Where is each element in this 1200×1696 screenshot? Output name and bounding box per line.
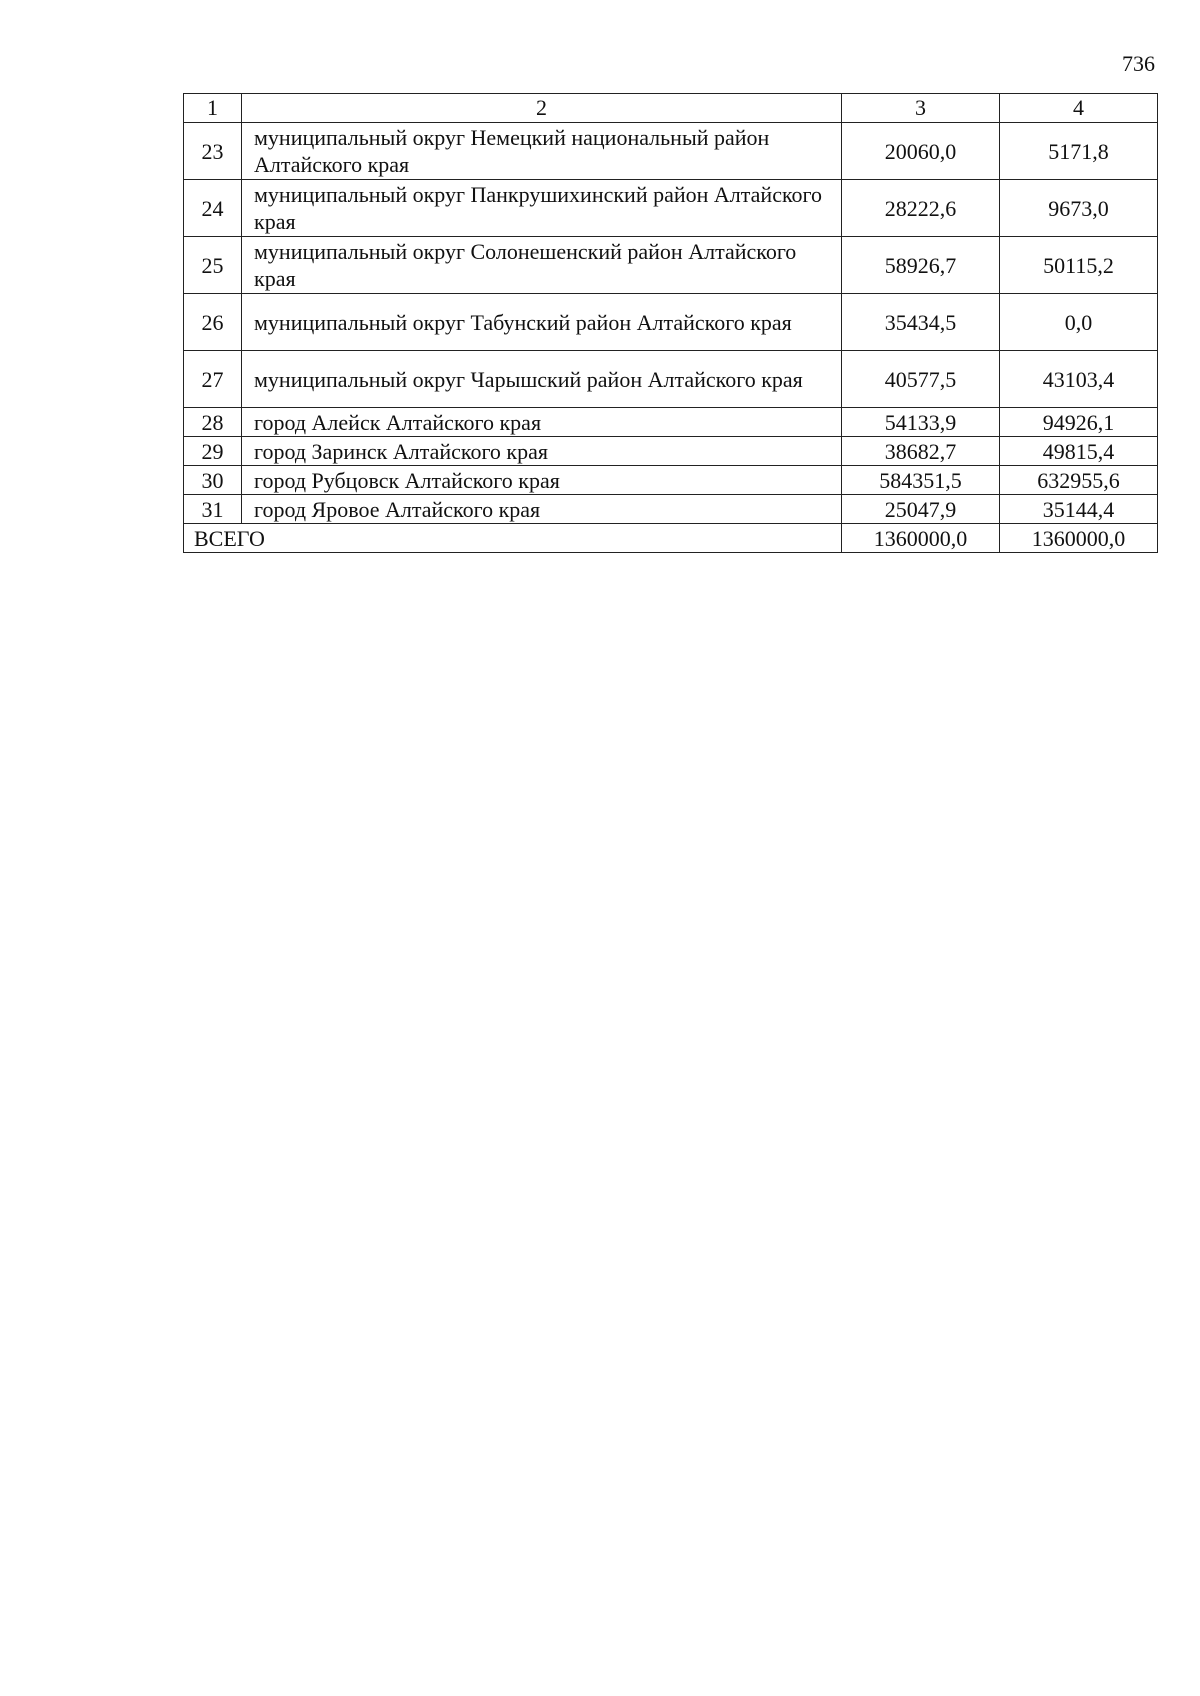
total-row — [184, 524, 1158, 553]
table-row — [184, 466, 1158, 495]
value-col3: 38682,7 — [842, 437, 1000, 466]
municipality-name: муниципальный округ Солонешенский район Алтайского края — [242, 237, 842, 294]
value-col4: 49815,4 — [1000, 437, 1158, 466]
value-col4: 43103,4 — [1000, 351, 1158, 408]
value-col4: 94926,1 — [1000, 408, 1158, 437]
row-number: 29 — [184, 437, 242, 466]
table-header-row — [184, 94, 1158, 123]
municipality-name: муниципальный округ Панкрушихинский район Алтайского края — [242, 180, 842, 237]
value-col4: 0,0 — [1000, 294, 1158, 351]
municipality-name: город Заринск Алтайского края — [242, 437, 842, 466]
table-row — [184, 437, 1158, 466]
table-row — [184, 408, 1158, 437]
table-row — [184, 294, 1158, 351]
row-number: 24 — [184, 180, 242, 237]
column-header-2: 2 — [242, 94, 842, 123]
row-number: 30 — [184, 466, 242, 495]
allocation-table — [183, 93, 1158, 553]
row-number: 31 — [184, 495, 242, 524]
row-number: 25 — [184, 237, 242, 294]
value-col3: 40577,5 — [842, 351, 1000, 408]
municipality-name: город Рубцовск Алтайского края — [242, 466, 842, 495]
row-number: 27 — [184, 351, 242, 408]
table-row — [184, 180, 1158, 237]
column-header-3: 3 — [842, 94, 1000, 123]
value-col3: 25047,9 — [842, 495, 1000, 524]
value-col4: 5171,8 — [1000, 123, 1158, 180]
municipality-name: муниципальный округ Табунский район Алтайского края — [242, 294, 842, 351]
total-col3: 1360000,0 — [842, 524, 1000, 553]
table-row — [184, 351, 1158, 408]
column-header-1: 1 — [184, 94, 242, 123]
table-row — [184, 495, 1158, 524]
value-col4: 35144,4 — [1000, 495, 1158, 524]
column-header-4: 4 — [1000, 94, 1158, 123]
value-col4: 632955,6 — [1000, 466, 1158, 495]
value-col4: 9673,0 — [1000, 180, 1158, 237]
value-col3: 28222,6 — [842, 180, 1000, 237]
total-col4: 1360000,0 — [1000, 524, 1158, 553]
total-label: ВСЕГО — [184, 524, 842, 553]
row-number: 28 — [184, 408, 242, 437]
municipality-name: город Алейск Алтайского края — [242, 408, 842, 437]
value-col3: 20060,0 — [842, 123, 1000, 180]
row-number: 23 — [184, 123, 242, 180]
page-number: 736 — [1122, 51, 1155, 76]
value-col3: 35434,5 — [842, 294, 1000, 351]
value-col3: 584351,5 — [842, 466, 1000, 495]
table-row — [184, 123, 1158, 180]
municipality-name: муниципальный округ Немецкий национальный район Алтайского края — [242, 123, 842, 180]
value-col3: 58926,7 — [842, 237, 1000, 294]
value-col4: 50115,2 — [1000, 237, 1158, 294]
municipality-name: город Яровое Алтайского края — [242, 495, 842, 524]
municipality-name: муниципальный округ Чарышский район Алтайского края — [242, 351, 842, 408]
table-row — [184, 237, 1158, 294]
row-number: 26 — [184, 294, 242, 351]
value-col3: 54133,9 — [842, 408, 1000, 437]
